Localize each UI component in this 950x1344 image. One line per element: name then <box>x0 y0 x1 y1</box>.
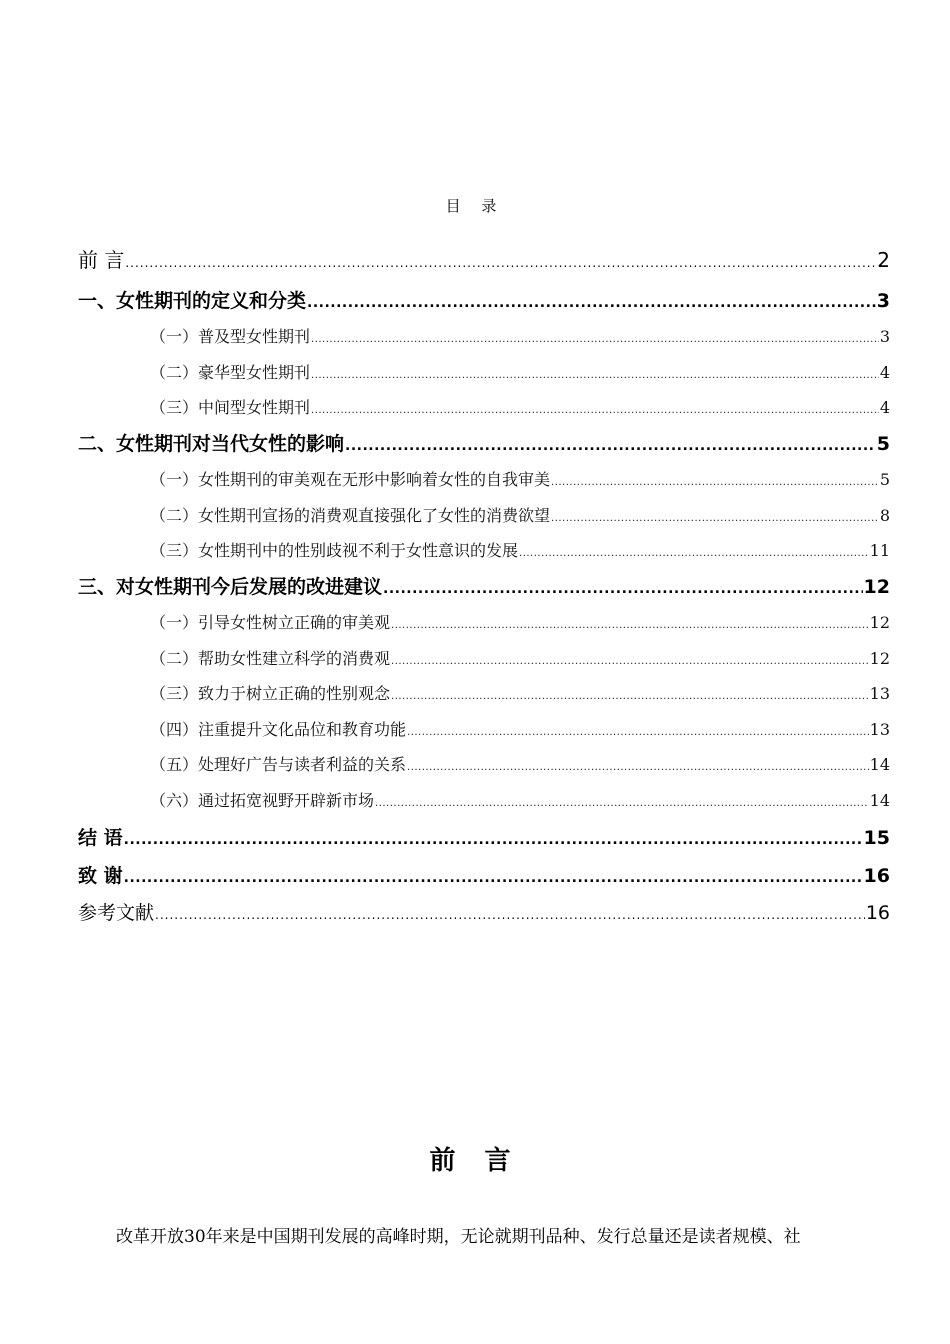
toc-leader-dots <box>124 870 863 886</box>
toc-entry-references[interactable] <box>78 898 890 925</box>
toc-page-number: 14 <box>869 755 890 774</box>
toc-entry-label: （二）豪华型女性期刊 <box>150 363 311 382</box>
toc-page-number: 4 <box>879 363 890 382</box>
toc-leader-dots <box>551 513 879 524</box>
toc-entry-conclusion[interactable] <box>78 823 890 850</box>
toc-page-number: 16 <box>865 902 890 924</box>
toc-entry-3-1[interactable] <box>150 610 890 633</box>
toc-entry-3-4[interactable] <box>150 717 890 740</box>
toc-entry-label: （一）普及型女性期刊 <box>150 327 311 346</box>
toc-leader-dots <box>375 798 869 809</box>
toc-entry-chapter-2[interactable] <box>78 429 890 456</box>
toc-page-number: 13 <box>869 684 890 703</box>
toc-entry-label: （二）女性期刊宣扬的消费观直接强化了女性的消费欲望 <box>150 506 551 525</box>
toc-entry-1-3[interactable] <box>150 395 890 418</box>
toc-entry-3-6[interactable] <box>150 788 890 811</box>
toc-page-number: 11 <box>869 541 890 560</box>
toc-leader-dots <box>311 334 879 345</box>
toc-entry-3-2[interactable] <box>150 646 890 669</box>
toc-leader-dots <box>311 370 879 381</box>
toc-entry-3-5[interactable] <box>150 752 890 775</box>
toc-page-number: 2 <box>877 248 890 272</box>
toc-entry-label: 一、女性期刊的定义和分类 <box>78 290 307 312</box>
toc-entry-1-2[interactable] <box>150 360 890 383</box>
toc-entry-label: （六）通过拓宽视野开辟新市场 <box>150 791 375 810</box>
toc-entry-label: （三）女性期刊中的性别歧视不利于女性意识的发展 <box>150 541 519 560</box>
toc-entry-label: （一）引导女性树立正确的审美观 <box>150 613 391 632</box>
toc-entry-label: 三、对女性期刊今后发展的改进建议 <box>78 576 383 598</box>
toc-page-number: 5 <box>879 470 890 489</box>
toc-leader-dots <box>391 620 869 631</box>
toc-page-number: 14 <box>869 791 890 810</box>
toc-page-number: 12 <box>863 576 890 598</box>
toc-entry-label: （五）处理好广告与读者利益的关系 <box>150 755 407 774</box>
body-paragraph: 改革开放30年来是中国期刊发展的高峰时期，无论就期刊品种、发行总量还是读者规模、社 <box>116 1227 801 1247</box>
toc-entry-chapter-1[interactable] <box>78 286 890 313</box>
toc-leader-dots <box>311 405 879 416</box>
toc-leader-dots <box>519 548 869 559</box>
toc-entry-label: （二）帮助女性建立科学的消费观 <box>150 649 391 668</box>
toc-page-number: 15 <box>863 827 890 849</box>
toc-page-number: 3 <box>879 327 890 346</box>
toc-leader-dots <box>155 908 865 922</box>
toc-entry-chapter-3[interactable] <box>78 572 890 599</box>
toc-entry-label: 致 谢 <box>78 865 123 887</box>
toc-page-number: 3 <box>876 290 890 312</box>
toc-title: 目 录 <box>445 197 505 215</box>
section-heading-preface: 前 言 <box>429 1146 521 1176</box>
toc-page-number: 12 <box>869 613 890 632</box>
toc-leader-dots <box>125 256 876 270</box>
toc-entry-label: 前 言 <box>78 248 125 272</box>
toc-entry-label: 二、女性期刊对当代女性的影响 <box>78 433 345 455</box>
toc-entry-label: 参考文献 <box>78 902 155 924</box>
toc-entry-2-2[interactable] <box>150 503 890 526</box>
toc-entry-label: （三）中间型女性期刊 <box>150 398 311 417</box>
toc-entry-3-3[interactable] <box>150 681 890 704</box>
toc-leader-dots <box>391 656 869 667</box>
toc-entry-label: （四）注重提升文化品位和教育功能 <box>150 720 407 739</box>
toc-page-number: 16 <box>863 865 890 887</box>
toc-entry-2-1[interactable] <box>150 467 890 490</box>
toc-page-number: 4 <box>879 398 890 417</box>
toc-leader-dots <box>407 762 869 773</box>
toc-entry-label: 结 语 <box>78 827 123 849</box>
toc-entry-1-1[interactable] <box>150 324 890 347</box>
toc-leader-dots <box>307 295 876 311</box>
toc-leader-dots <box>407 727 869 738</box>
toc-entry-preface[interactable] <box>78 244 890 273</box>
toc-page-number: 5 <box>876 433 890 455</box>
toc-leader-dots <box>391 691 869 702</box>
toc-entry-acknowledgements[interactable] <box>78 861 890 888</box>
toc-leader-dots <box>383 581 863 597</box>
toc-leader-dots <box>551 477 879 488</box>
toc-leader-dots <box>124 832 863 848</box>
toc-entry-label: （三）致力于树立正确的性别观念 <box>150 684 391 703</box>
toc-page-number: 8 <box>879 506 890 525</box>
toc-page-number: 12 <box>869 649 890 668</box>
toc-page-number: 13 <box>869 720 890 739</box>
toc-leader-dots <box>345 438 876 454</box>
toc-entry-2-3[interactable] <box>150 538 890 561</box>
toc-entry-label: （一）女性期刊的审美观在无形中影响着女性的自我审美 <box>150 470 551 489</box>
